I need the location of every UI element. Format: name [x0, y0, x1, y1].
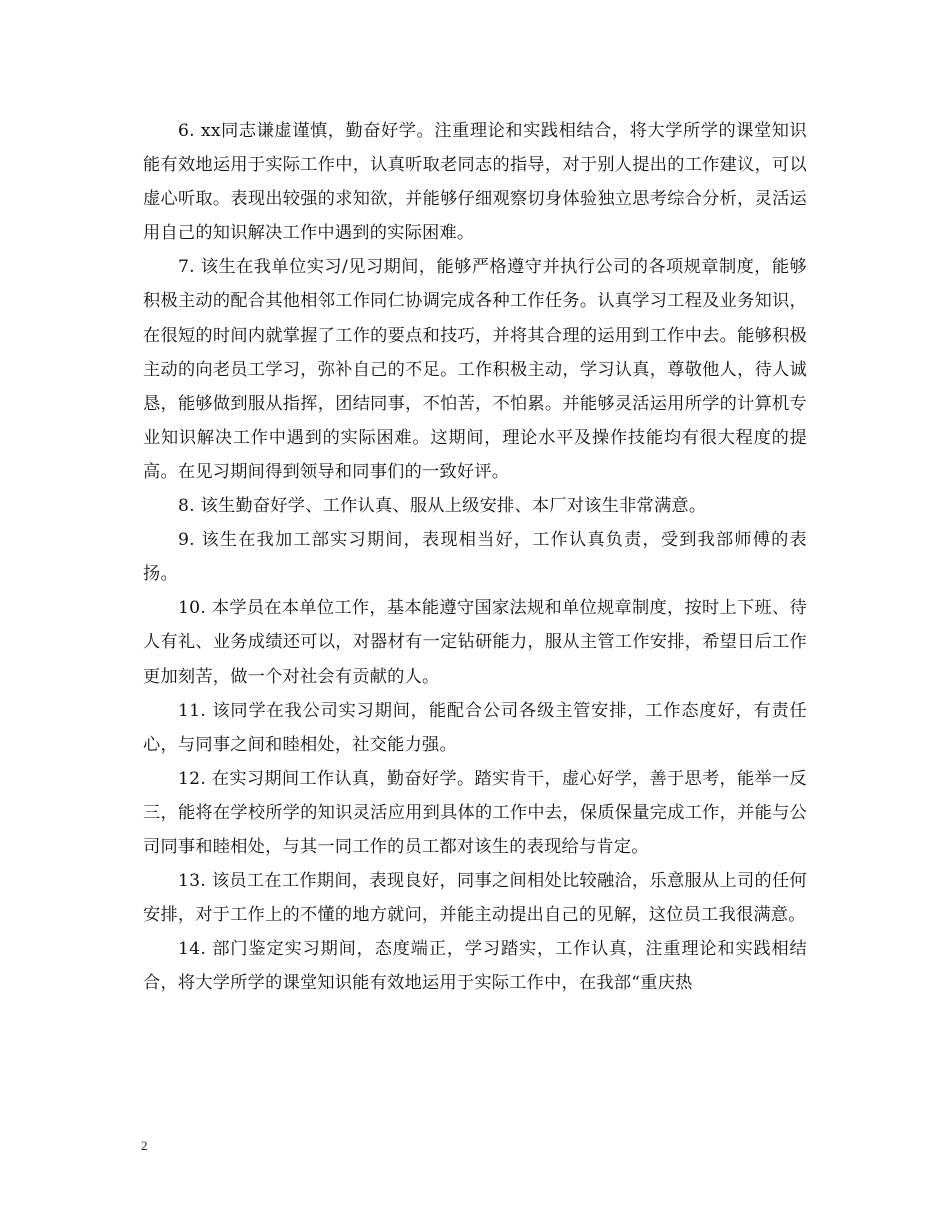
- paragraph-item-6: 6. xx同志谦虚谨慎，勤奋好学。注重理论和实践相结合，将大学所学的课堂知识能有效地运用于实际工作中，认真听取老同志的指导，对于别人提出的工作建议，可以虚心听取。表现出较强的求知欲，并能够仔细观察切身体验独立思考综合分析，灵活运用自己的知识解决工作中遇到的实际困难。: [143, 121, 807, 244]
- paragraph-item-10: 10. 本学员在本单位工作，基本能遵守国家法规和单位规章制度，按时上下班、待人有礼、业务成绩还可以，对器材有一定钻研能力，服从主管工作安排，希望日后工作更加刻苦，做一个对社会有贡献的人。: [143, 598, 807, 687]
- paragraph-item-14: 14. 部门鉴定实习期间，态度端正，学习踏实，工作认真，注重理论和实践相结合，将大学所学的课堂知识能有效地运用于实际工作中，在我部“重庆热: [143, 939, 807, 994]
- document-body: [143, 114, 807, 1000]
- page-number: 2: [141, 1138, 148, 1153]
- paragraph-item-7: 7. 该生在我单位实习/见习期间，能够严格遵守并执行公司的各项规章制度，能够积极主动的配合其他相邻工作同仁协调完成各种工作任务。认真学习工程及业务知识，在很短的时间内就掌握了工作的要点和技巧，并将其合理的运用到工作中去。能够积极主动的向老员工学习，弥补自己的不足。工作积极主动，学习认真，尊敬他人，待人诚恳，能够做到服从指挥，团结同事，不怕苦，不怕累。并能够灵活运用所学的计算机专业知识解决工作中遇到的实际困难。这期间，理论水平及操作技能均有很大程度的提高。在见习期间得到领导和同事们的一致好评。: [143, 257, 807, 482]
- paragraph-item-11: 11. 该同学在我公司实习期间，能配合公司各级主管安排，工作态度好，有责任心，与同事之间和睦相处，社交能力强。: [143, 700, 807, 755]
- paragraph-item-8: 8. 该生勤奋好学、工作认真、服从上级安排、本厂对该生非常满意。: [178, 496, 707, 517]
- paragraph-item-12: 12. 在实习期间工作认真，勤奋好学。踏实肯干，虚心好学，善于思考，能举一反三，能将在学校所学的知识灵活应用到具体的工作中去，保质保量完成工作，并能与公司同事和睦相处，与其一同工作的员工都对该生的表现给与肯定。: [143, 768, 807, 857]
- paragraph-item-9: 9. 该生在我加工部实习期间，表现相当好，工作认真负责，受到我部师傅的表扬。: [143, 530, 807, 585]
- paragraph-item-13: 13. 该员工在工作期间，表现良好，同事之间相处比较融洽，乐意服从上司的任何安排，对于工作上的不懂的地方就问，并能主动提出自己的见解，这位员工我很满意。: [143, 871, 807, 926]
